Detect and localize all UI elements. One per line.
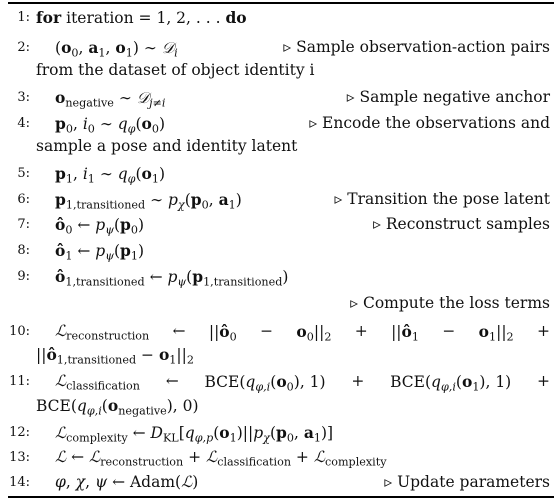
line-text: ℒ$_{reconstruction}$ ← $||ô_0$ − $o_0||_2$ + $||ô_1$ − $o_1||_2$ + (55, 322, 550, 344)
line-comment: ▹ Encode the observations and (309, 114, 550, 132)
line-number: 5: (17, 166, 30, 181)
line-continuation: $||ô_{1,transitioned} - o_1||_2$ (36, 345, 194, 367)
line-text: φ, χ, ψ ← Adam(ℒ) (55, 473, 199, 491)
line-number: 1: (17, 10, 30, 25)
line-number: 11: (9, 374, 30, 389)
line-comment: ▹ Reconstruct samples (373, 215, 550, 233)
line-text: $o_{negative}$ ∼ 𝒟$_{j\ne i}$ (55, 88, 166, 110)
line-number: 14: (9, 475, 30, 490)
line-comment: ▹ Sample negative anchor (346, 88, 550, 106)
line-text: ℒ ← ℒ$_{reconstruction}$ + ℒ$_{classification}$ + ℒ$_{complexity}$ (55, 448, 387, 469)
line-number: 9: (17, 269, 30, 284)
line-number: 8: (17, 243, 30, 258)
line-number: 12: (9, 425, 30, 440)
line-comment: ▹ Update parameters (384, 473, 550, 491)
algorithm-box (8, 2, 554, 498)
line-number: 6: (17, 192, 30, 207)
line-comment: ▹ Transition the pose latent (334, 190, 550, 208)
line-continuation: sample a pose and identity latent (36, 137, 298, 155)
line-number: 13: (9, 450, 30, 465)
line-text: $ô_0$ ← $p_\psi(p_0)$ (55, 215, 145, 237)
line-continuation: $BCE(q_{\varphi,i}(o_{negative})$, 0) (36, 396, 199, 418)
line-text: $p_0$, $i_0$ ∼ $q_\varphi(o_0)$ (55, 114, 166, 136)
line-number: 3: (17, 90, 30, 105)
line-continuation: from the dataset of object identity i (36, 61, 315, 79)
line-text: $ô_1$ ← $p_\psi(p_1)$ (55, 241, 145, 263)
line-text: $p_{1,transitioned}$ ∼ $p_\chi(p_0$, $a_1$) (55, 190, 242, 212)
line-comment: ▹ Sample observation-action pairs (283, 38, 550, 56)
line-text: $p_1$, $i_1$ ∼ $q_\varphi(o_1)$ (55, 164, 166, 186)
line-comment: ▹ Compute the loss terms (350, 294, 550, 312)
line-text: ℒ$_{complexity}$ ← $D_{KL}[q_{\varphi,p}(o_1)||p_\chi(p_0$, $a_1$)] (55, 423, 334, 445)
line-text: for iteration = 1, 2, . . . do (36, 8, 247, 27)
line-text: ℒ$_{classification}$ ← $BCE(q_{\varphi,i}(o_0)$, 1) + $BCE(q_{\varphi,i}(o_1)$, 1) + (55, 372, 550, 394)
line-text: $ô_{1,transitioned}$ ← $p_\psi(p_{1,transitioned})$ (55, 267, 289, 289)
line-number: 4: (17, 116, 30, 131)
line-number: 2: (17, 40, 30, 55)
line-number: 7: (17, 217, 30, 232)
line-text: ($o_0$, $a_1$, $o_1$) ∼ 𝒟$_i$ (55, 38, 178, 60)
line-number: 10: (9, 324, 30, 339)
